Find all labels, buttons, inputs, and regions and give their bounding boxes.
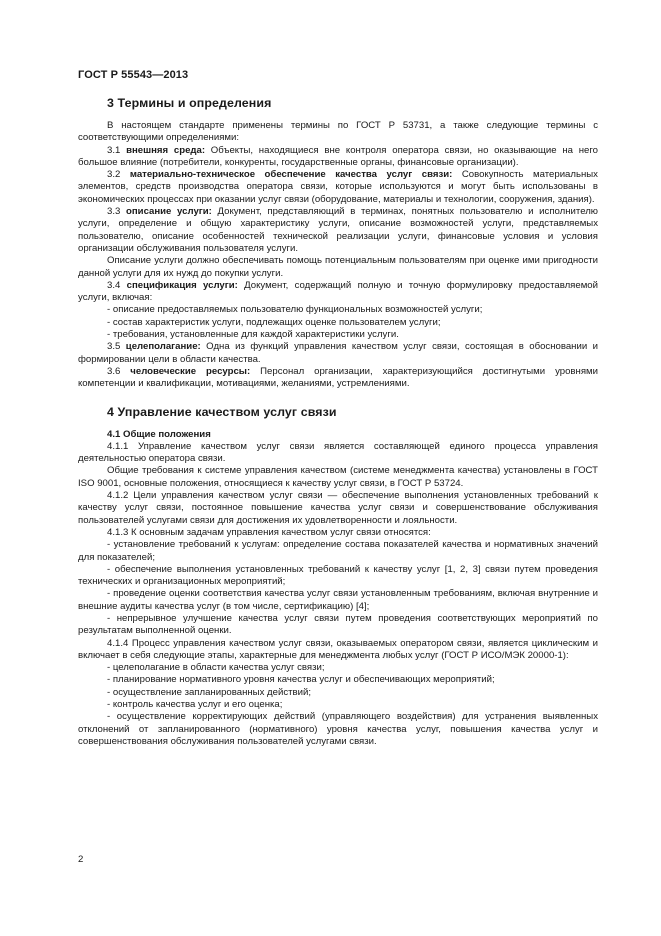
section-3-intro: В настоящем стандарте применены термины по ГОСТ Р 53731, а также следующие термины с соответствующими определениями: <box>78 120 598 144</box>
page-number: 2 <box>78 854 84 865</box>
term-3-2: 3.2 материально-техническое обеспечение качества услуг связи: Совокупность материальных элементов, средств производства оператора связи, которые используются и могут быть использованы в экономических процессах при оказании услуг связи (оборудование, материалы и технологии, сооружения, здания). <box>78 169 598 205</box>
term-3-4: 3.4 спецификация услуги: Документ, содержащий полную и точную формулировку предоставляемой услуги, включая: <box>78 279 599 304</box>
clause-4-1-2: 4.1.2 Цели управления качеством услуг связи — обеспечение выполнения установленных требований к качеству услуг связи, постоянное повышение качества услуг связи и совершенствование обслуживания пользователей услугами связи для достижения их удовлетворенности и лояльности. <box>78 490 598 526</box>
list-item: - требования, установленные для каждой характеристики услуги. <box>107 329 399 341</box>
clause-4-1-1-b: Общие требования к системе управления качеством (системе менеджмента качества) установлены в ГОСТ ISO 9001, основные положения, относящиеся к качеству услуг связи, в ГОСТ Р 53724. <box>78 465 598 489</box>
term-3-3-note: Описание услуги должно обеспечивать помощь потенциальным пользователям при оценке ими пригодности данной услуги для их нужд до покупки услуги. <box>78 255 598 279</box>
list-item: - планирование нормативного уровня качества услуг и обеспечивающих мероприятий; <box>107 674 495 686</box>
list-item: - проведение оценки соответствия качества услуг связи установленным требованиям, включая внутренние и внешние аудиты качества услуг (в том числе, сертификацию) [4]; <box>78 588 598 612</box>
list-item: - описание предоставляемых пользователю функциональных возможностей услуги; <box>107 304 483 316</box>
list-item: - состав характеристик услуги, подлежащих оценке пользователем услуги; <box>107 316 441 328</box>
list-item: - целеполагание в области качества услуг связи; <box>107 662 325 674</box>
subsection-4-1-title: 4.1 Общие положения <box>107 428 211 440</box>
list-item: - осуществление корректирующих действий (управляющего воздействия) для устранения выявленных отклонений от запланированного (нормативного) уровня качества услуг, повышения качества услуг и совершенствования обслуживания пользователей услугами связи. <box>78 711 598 747</box>
term-3-1: 3.1 внешняя среда: Объекты, находящиеся вне контроля оператора связи, но оказывающие на него большое влияние (потребители, конкуренты, государственные органы, финансовые организации). <box>78 144 598 168</box>
page-body <box>78 96 598 748</box>
list-item: - контроль качества услуг и его оценка; <box>107 699 283 711</box>
list-item: - непрерывное улучшение качества услуг связи путем проведения соответствующих мероприятий по результатам выполненной оценки. <box>78 612 598 637</box>
document-header: ГОСТ Р 55543—2013 <box>78 69 189 81</box>
list-item: - осуществление запланированных действий; <box>107 686 312 698</box>
clause-4-1-3: 4.1.3 К основным задачам управления качеством услуг связи относятся: <box>107 526 431 538</box>
section-3-title: 3 Термины и определения <box>107 96 272 110</box>
clause-4-1-4: 4.1.4 Процесс управления качеством услуг связи, оказываемых оператором связи, является циклическим и включает в себя следующие этапы, характерные для менеджмента любых услуг (ГОСТ Р ИСО/МЭК 20000-1): <box>78 637 598 661</box>
section-4-title: 4 Управление качеством услуг связи <box>107 404 337 419</box>
term-3-6: 3.6 человеческие ресурсы: Персонал организации, характеризующийся достигнутыми уровнями компетенции и квалификации, мотивациями, желаниями, устремлениями. <box>78 365 598 390</box>
term-3-3: 3.3 описание услуги: Документ, представляющий в терминах, понятных пользователю и исполнителю услуги, определение и общую характеристику услуги, описание возможностей услуги, представляемых пользователю, описание особенностей технической реализации услуги, финансовые условия и условия организации обслуживания пользователя услуги. <box>78 206 598 254</box>
clause-4-1-1: 4.1.1 Управление качеством услуг связи является составляющей единого процесса управления деятельностью оператора связи. <box>78 440 598 465</box>
term-3-5: 3.5 целеполагание: Одна из функций управления качеством услуг связи, состоящая в обосновании и формировании цели в области качества. <box>78 341 598 365</box>
list-item: - установление требований к услугам: определение состава показателей качества и нормативных значений для показателей; <box>78 539 598 563</box>
list-item: - обеспечение выполнения установленных требований к качеству услуг [1, 2, 3] связи путем проведения технических и организационных мероприятий; <box>78 563 598 588</box>
